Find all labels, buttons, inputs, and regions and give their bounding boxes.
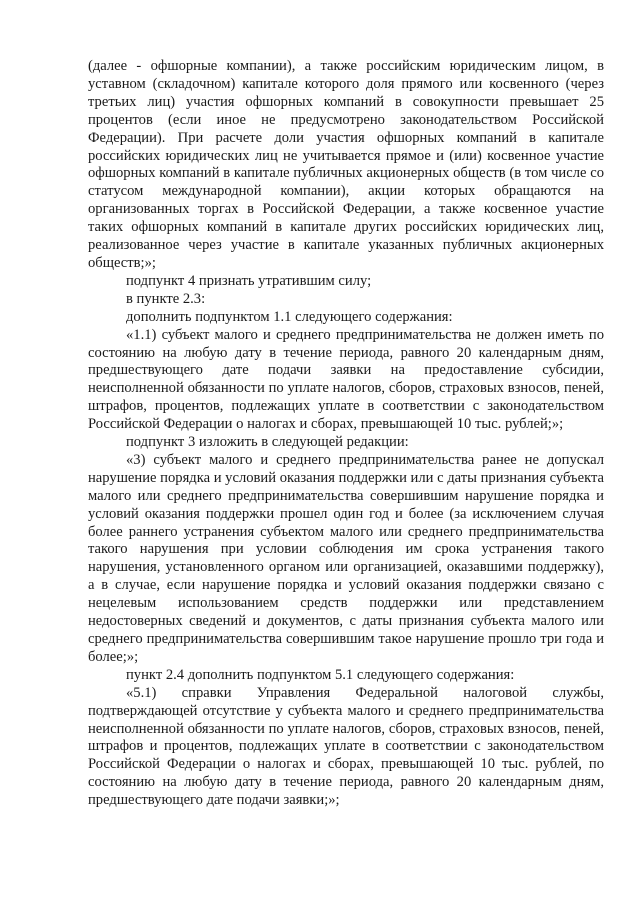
paragraph-add-subpoint-1-1: дополнить подпунктом 1.1 следующего содержания: <box>126 308 453 325</box>
paragraph-continuation: (далее - офшорные компании), а также российским юридическим лицом, в уставном (складочном) капитале которого доля прямого или косвенного (через третьих лиц) участия офшорных компаний в совокупности превышает 25 процентов (если иное не предусмотрено законодательством Российской Федерации). При расчете доли участия офшорных компаний в капитале российских юридических лиц не учитывается прямое и (или) косвенное участие офшорных компаний в капитале публичных акционерных обществ (в том числе со статусом международной компании), акции которых обращаются на организованных торгах в Российской Федерации, а также косвенное участие таких офшорных компаний в капитале других российских юридических лиц, реализованное через участие в капитале указанных публичных акционерных обществ;»; <box>88 58 604 271</box>
paragraph-subpoint-4: подпункт 4 признать утратившим силу; <box>126 272 372 289</box>
paragraph-subpoint-3-header: подпункт 3 изложить в следующей редакции: <box>126 434 409 451</box>
paragraph-subpoint-1-1-text: «1.1) субъект малого и среднего предпринимательства не должен иметь по состоянию на любую дату в течение периода, равного 20 календарным дням, предшествующего дате подачи заявки на предоставление субсидии, неисполненной обязанности по уплате налогов, сборов, страховых взносов, пеней, штрафов, процентов, подлежащих уплате в соответствии с законодательством Российской Федерации о налогах и сборах, превышающей 10 тыс. рублей;»; <box>88 326 604 433</box>
paragraph-subpoint-5-1-text: «5.1) справки Управления Федеральной налоговой службы, подтверждающей отсутствие у субъекта малого и среднего предпринимательства неисполненной обязанности по уплате налогов, сборов, страховых взносов, пеней, штрафов и процентов, подлежащих уплате в соответствии с законодательством Российской Федерации о налогах и сборах, превышающей 10 тыс. рублей, по состоянию на любую дату в течение периода, равного 20 календарным дням, предшествующего дате подачи заявки;»; <box>88 684 604 809</box>
paragraph-point-2-4: пункт 2.4 дополнить подпунктом 5.1 следующего содержания: <box>126 666 515 683</box>
document-page <box>88 58 604 810</box>
paragraph-subpoint-3-text: «3) субъект малого и среднего предпринимательства ранее не допускал нарушение порядка и условий оказания поддержки или с даты признания субъекта малого или среднего предпринимательства совершившим нарушение порядка и условий оказания поддержки прошел один год и более (за исключением случая более раннего устранения субъектом малого или среднего предпринимательства такого нарушения при условии соблюдения им срока устранения такого нарушения, установленного органом или организацией, оказавшими поддержку), а в случае, если нарушение порядка и условий оказания поддержки связано с нецелевым использованием средств поддержки или представлением недостоверных сведений и документов, с даты признания субъекта малого или среднего предпринимательства совершившим такое нарушение прошло три года и более;»; <box>88 451 604 665</box>
paragraph-point-2-3: в пункте 2.3: <box>126 290 206 307</box>
